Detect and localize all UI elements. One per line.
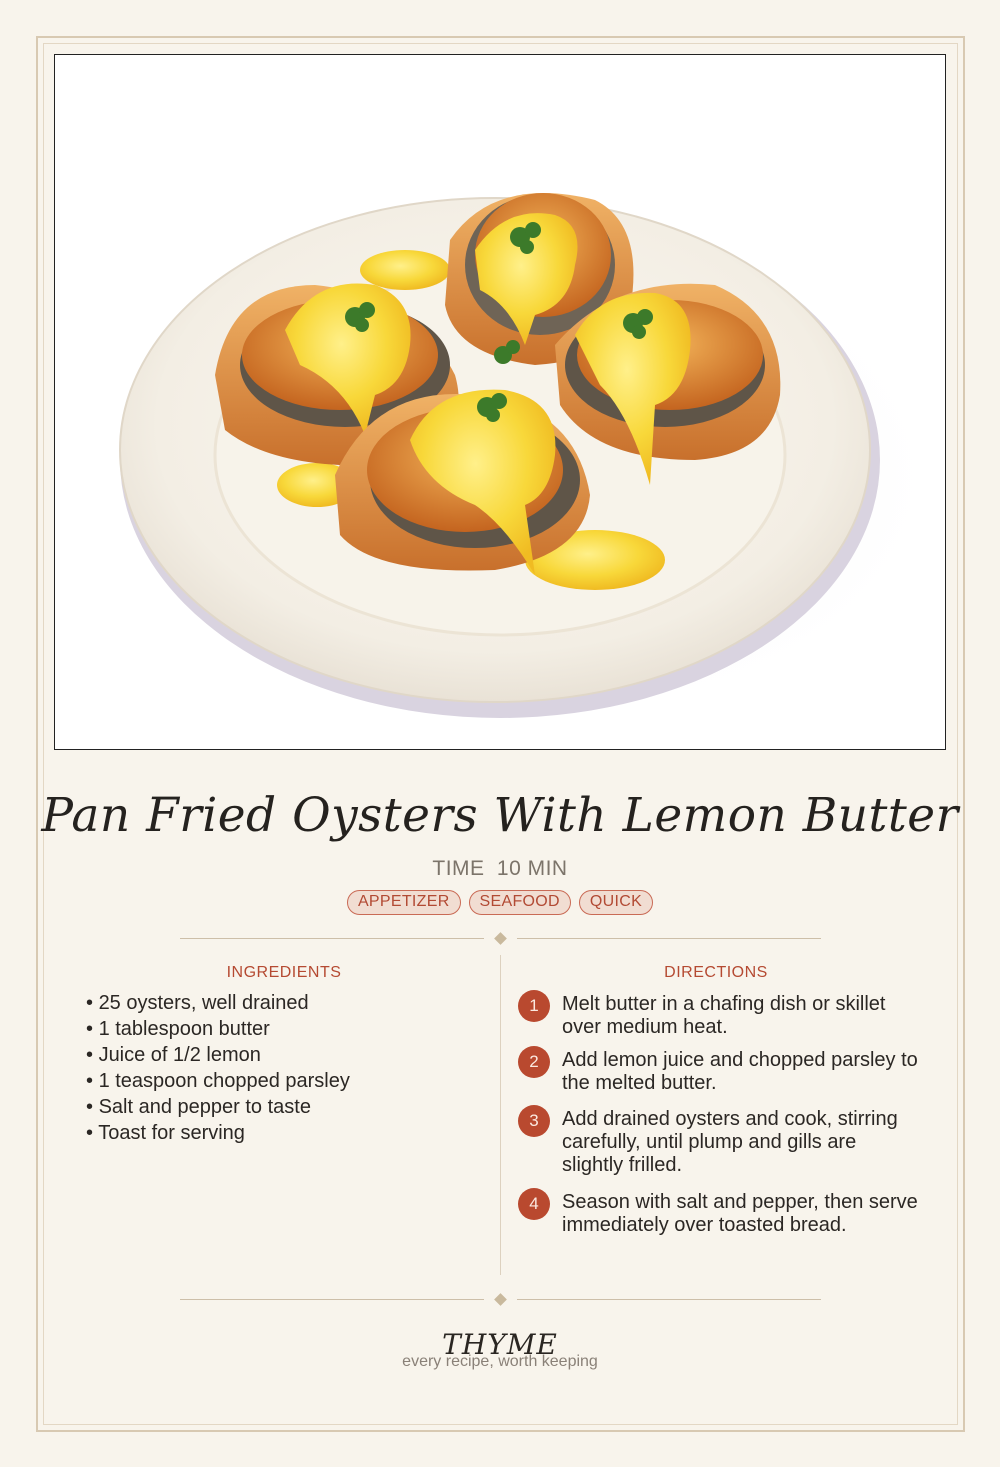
step-text: Season with salt and pepper, then serve immediately over toasted bread.: [562, 1191, 918, 1236]
step-text: Melt butter in a chafing dish or skillet over medium heat.: [562, 993, 886, 1038]
top-divider: [180, 933, 821, 945]
ingredient-item: • 25 oysters, well drained: [86, 990, 350, 1016]
ingredient-item: • 1 tablespoon butter: [86, 1016, 350, 1042]
tag-list: [0, 890, 1000, 915]
oysters-plate-image: [55, 55, 946, 750]
step-text: Add lemon juice and chopped parsley to the melted butter.: [562, 1049, 918, 1094]
brand-tagline: every recipe, worth keeping: [402, 1353, 598, 1370]
diamond-ornament-icon: [494, 1293, 507, 1306]
cook-time: [0, 857, 1000, 881]
time-value: 10 MIN: [496, 857, 568, 880]
step-number-badge: 3: [518, 1105, 550, 1137]
recipe-illustration: [54, 54, 946, 750]
ingredient-item: • Salt and pepper to taste: [86, 1094, 350, 1120]
recipe-title: Pan Fried Oysters With Lemon Butter: [41, 788, 959, 843]
ingredients-list: [86, 990, 350, 1146]
time-label: TIME: [432, 857, 485, 880]
column-separator: [500, 955, 501, 1275]
tag-seafood[interactable]: SEAFOOD: [469, 890, 571, 915]
directions-heading: DIRECTIONS: [664, 964, 768, 981]
step-number-badge: 1: [518, 990, 550, 1022]
step-number-badge: 2: [518, 1046, 550, 1078]
step-number-badge: 4: [518, 1188, 550, 1220]
tag-quick[interactable]: QUICK: [579, 890, 653, 915]
diamond-ornament-icon: [494, 932, 507, 945]
step-text: Add drained oysters and cook, stirring carefully, until plump and gills are slightly frilled.: [562, 1108, 898, 1176]
brand-logo: THYME: [442, 1328, 558, 1361]
ingredients-heading: INGREDIENTS: [226, 964, 342, 981]
ingredient-item: • Juice of 1/2 lemon: [86, 1042, 350, 1068]
ingredient-item: • Toast for serving: [86, 1120, 350, 1146]
tag-appetizer[interactable]: APPETIZER: [347, 890, 461, 915]
bottom-divider: [180, 1294, 821, 1306]
ingredient-item: • 1 teaspoon chopped parsley: [86, 1068, 350, 1094]
